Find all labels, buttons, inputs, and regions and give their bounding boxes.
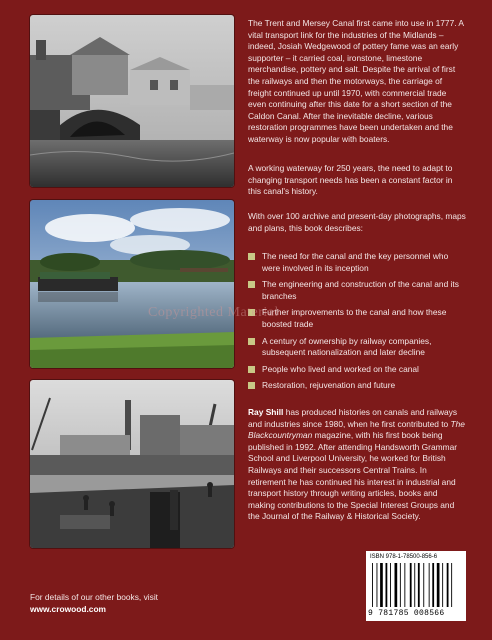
isbn-label: ISBN 978-1-78500-856-6 bbox=[370, 554, 438, 560]
bullet-item: People who lived and worked on the canal bbox=[248, 364, 466, 376]
topic-bullet-list bbox=[248, 251, 466, 397]
history-text: A working waterway for 250 years, the need to adapt to changing transport needs has been a constant factor in this canal's history. bbox=[248, 163, 453, 197]
intro-paragraph bbox=[248, 18, 466, 146]
bullet-item: A century of ownership by railway companies, subsequent nationalization and later decline bbox=[248, 336, 466, 359]
copyright-watermark: Copyrighted Material bbox=[148, 305, 279, 320]
describes-paragraph bbox=[248, 211, 466, 234]
footer-text: For details of our other books, visit bbox=[30, 592, 159, 602]
history-paragraph bbox=[248, 163, 466, 198]
bullet-item: The need for the canal and the key personnel who were involved in its inception bbox=[248, 251, 466, 274]
barcode-digits: 9 781785 008566 bbox=[368, 609, 445, 618]
barcode-bars-icon bbox=[370, 563, 462, 609]
bullet-item: Further improvements to the canal and how these boosted trade bbox=[248, 307, 466, 330]
author-name: Ray Shill bbox=[248, 407, 284, 417]
isbn-barcode bbox=[366, 551, 466, 621]
bullet-square-icon bbox=[248, 366, 255, 373]
archive-canal-lock-industry-photo bbox=[30, 380, 234, 548]
publisher-link[interactable]: www.crowood.com bbox=[30, 604, 107, 614]
footer bbox=[30, 591, 158, 615]
bullet-square-icon bbox=[248, 281, 255, 288]
bullet-item: The engineering and construction of the canal and its branches bbox=[248, 279, 466, 302]
archive-canal-bridge-photo bbox=[30, 15, 234, 187]
intro-text: The Trent and Mersey Canal first came into use in 1777. A vital transport link for the industries of the Midlands – indeed, Josiah Wedgewood of pottery fame was an early supporter – it carried coal, ironstone, limestone merchandise, pottery and salt. Despite the arrival of first the railways and then the motorways, the carriage of freight continued up until 1970, with commercial trade even continuing after this date for a short section of the Caldon Canal. After the inevitable decline, various restoration programmes have been undertaken and the waterway is now popular with boaters. bbox=[248, 18, 464, 144]
bio-text-a: has produced histories on canals and railways and industries since 1980, when he first contributed to bbox=[248, 407, 458, 429]
describes-text: With over 100 archive and present-day photographs, maps and plans, this book describes: bbox=[248, 211, 466, 233]
bio-text-b: magazine, with his first book being published in 1992. After attending Handsworth Grammar School and Liverpool University, he worked for British Railways and their successors Central Trains. In retirement he has continued his interest in industrial and transport history through writing articles, books and making contributions to the Special Interest Groups and the Journal of the Railway & Historical Society. bbox=[248, 430, 458, 522]
bullet-square-icon bbox=[248, 253, 255, 260]
magazine-title: The Blackcountryman bbox=[248, 418, 465, 441]
bullet-square-icon bbox=[248, 382, 255, 389]
bullet-square-icon bbox=[248, 338, 255, 345]
narrowboat-canal-photo bbox=[30, 200, 234, 368]
bullet-item: Restoration, rejuvenation and future bbox=[248, 380, 466, 392]
author-bio bbox=[248, 407, 466, 523]
